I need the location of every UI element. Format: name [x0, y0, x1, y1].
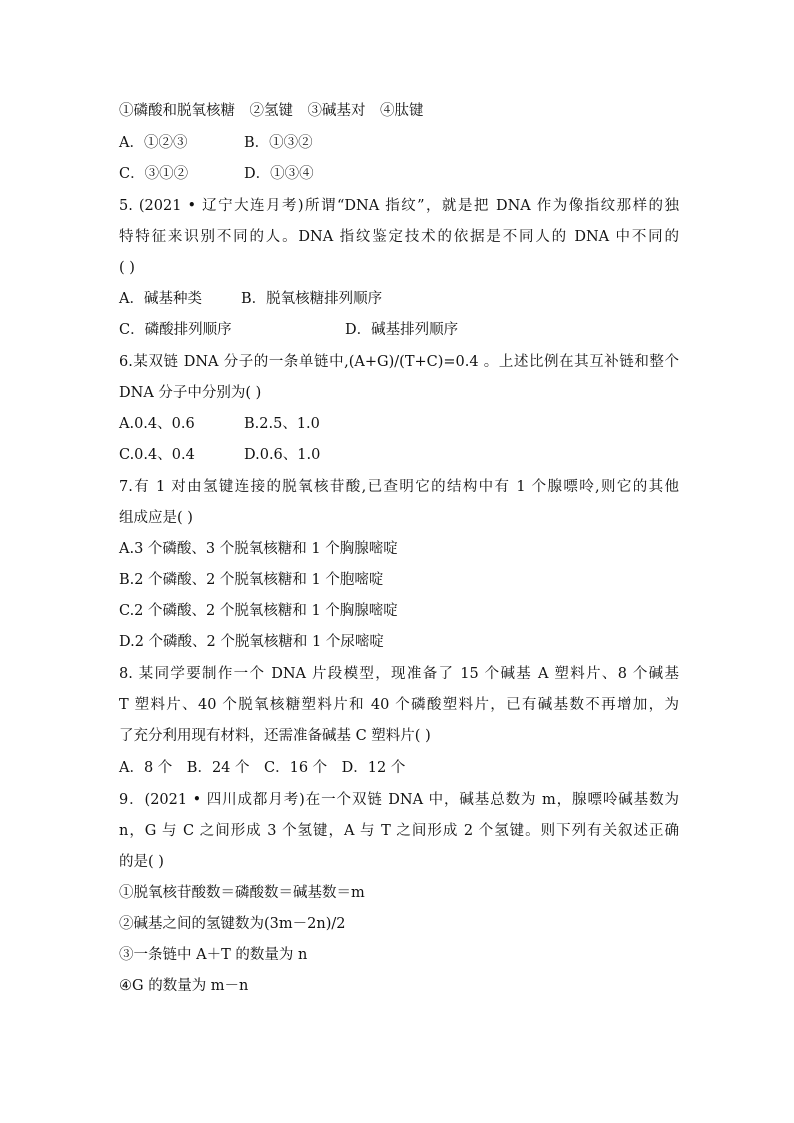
q5-option-c: C．磷酸排列顺序 [119, 322, 232, 338]
q7-stem-line-2: 组成应是( ) [119, 510, 193, 526]
q9-stem-line-1: 9．(2021 • 四川成都月考)在一个双链 DNA 中，碱基总数为 m，腺嘌呤碱基数为 [119, 792, 679, 808]
q8-options: A．8 个 B．24 个 C．16 个 D．12 个 [119, 760, 406, 776]
q5-stem-line-3: ( ) [119, 260, 135, 276]
q6-option-d: D.0.6、1.0 [244, 447, 321, 463]
q6-stem-line-2: DNA 分子中分别为( ) [119, 385, 262, 401]
q8-stem-line-2: T 塑料片、40 个脱氧核糖塑料片和 40 个磷酸塑料片，已有碱基数不再增加，为 [119, 697, 679, 713]
q9-item-3: ③一条链中 A＋T 的数量为 n [119, 947, 308, 963]
q5-option-b: B．脱氧核糖排列顺序 [241, 291, 383, 307]
q4-option-a: A．①②③ [119, 135, 188, 151]
q6-option-a: A.0.4、0.6 [119, 416, 195, 432]
q7-option-a: A.3 个磷酸、3 个脱氧核糖和 1 个胸腺嘧啶 [119, 541, 398, 557]
q4-items: ①磷酸和脱氧核糖 ②氢键 ③碱基对 ④肽键 [119, 103, 424, 119]
q9-item-4: ④G 的数量为 m－n [119, 978, 249, 994]
q5-stem-line-2: 特特征来识别不同的人。DNA 指纹鉴定技术的依据是不同人的 DNA 中不同的 [119, 229, 679, 245]
q6-stem-line-1: 6.某双链 DNA 分子的一条单链中,(A+G)/(T+C)=0.4 。上述比例在其互补链和整个 [119, 354, 679, 370]
q9-stem-line-3: 的是( ) [119, 854, 164, 870]
q7-option-d: D.2 个磷酸、2 个脱氧核糖和 1 个尿嘧啶 [119, 634, 384, 650]
q4-option-b: B．①③② [244, 135, 313, 151]
q7-option-b: B.2 个磷酸、2 个脱氧核糖和 1 个胞嘧啶 [119, 572, 384, 588]
q7-option-c: C.2 个磷酸、2 个脱氧核糖和 1 个胸腺嘧啶 [119, 603, 398, 619]
q5-stem-line-1: 5. (2021 • 辽宁大连月考)所谓“DNA 指纹”，就是把 DNA 作为像指纹那样的独 [119, 198, 679, 214]
q6-option-c: C.0.4、0.4 [119, 447, 195, 463]
q4-option-d: D．①③④ [244, 166, 314, 182]
q5-option-d: D．碱基排列顺序 [345, 322, 459, 338]
q7-stem-line-1: 7.有 1 对由氢键连接的脱氧核苷酸,已查明它的结构中有 1 个腺嘌呤,则它的其他 [119, 479, 679, 495]
q9-stem-line-2: n，G 与 C 之间形成 3 个氢键，A 与 T 之间形成 2 个氢键。则下列有关叙述正确 [119, 823, 679, 839]
q8-stem-line-3: 了充分利用现有材料，还需准备碱基 C 塑料片( ) [119, 728, 431, 744]
q6-option-b: B.2.5、1.0 [244, 416, 320, 432]
q5-option-a: A．碱基种类 [119, 291, 202, 307]
q9-item-1: ①脱氧核苷酸数＝磷酸数＝碱基数＝m [119, 885, 365, 901]
q8-stem-line-1: 8. 某同学要制作一个 DNA 片段模型，现准备了 15 个碱基 A 塑料片、8 个碱基 [119, 666, 679, 682]
q9-item-2: ②碱基之间的氢键数为(3m－2n)/2 [119, 916, 346, 932]
q4-option-c: C．③①② [119, 166, 189, 182]
